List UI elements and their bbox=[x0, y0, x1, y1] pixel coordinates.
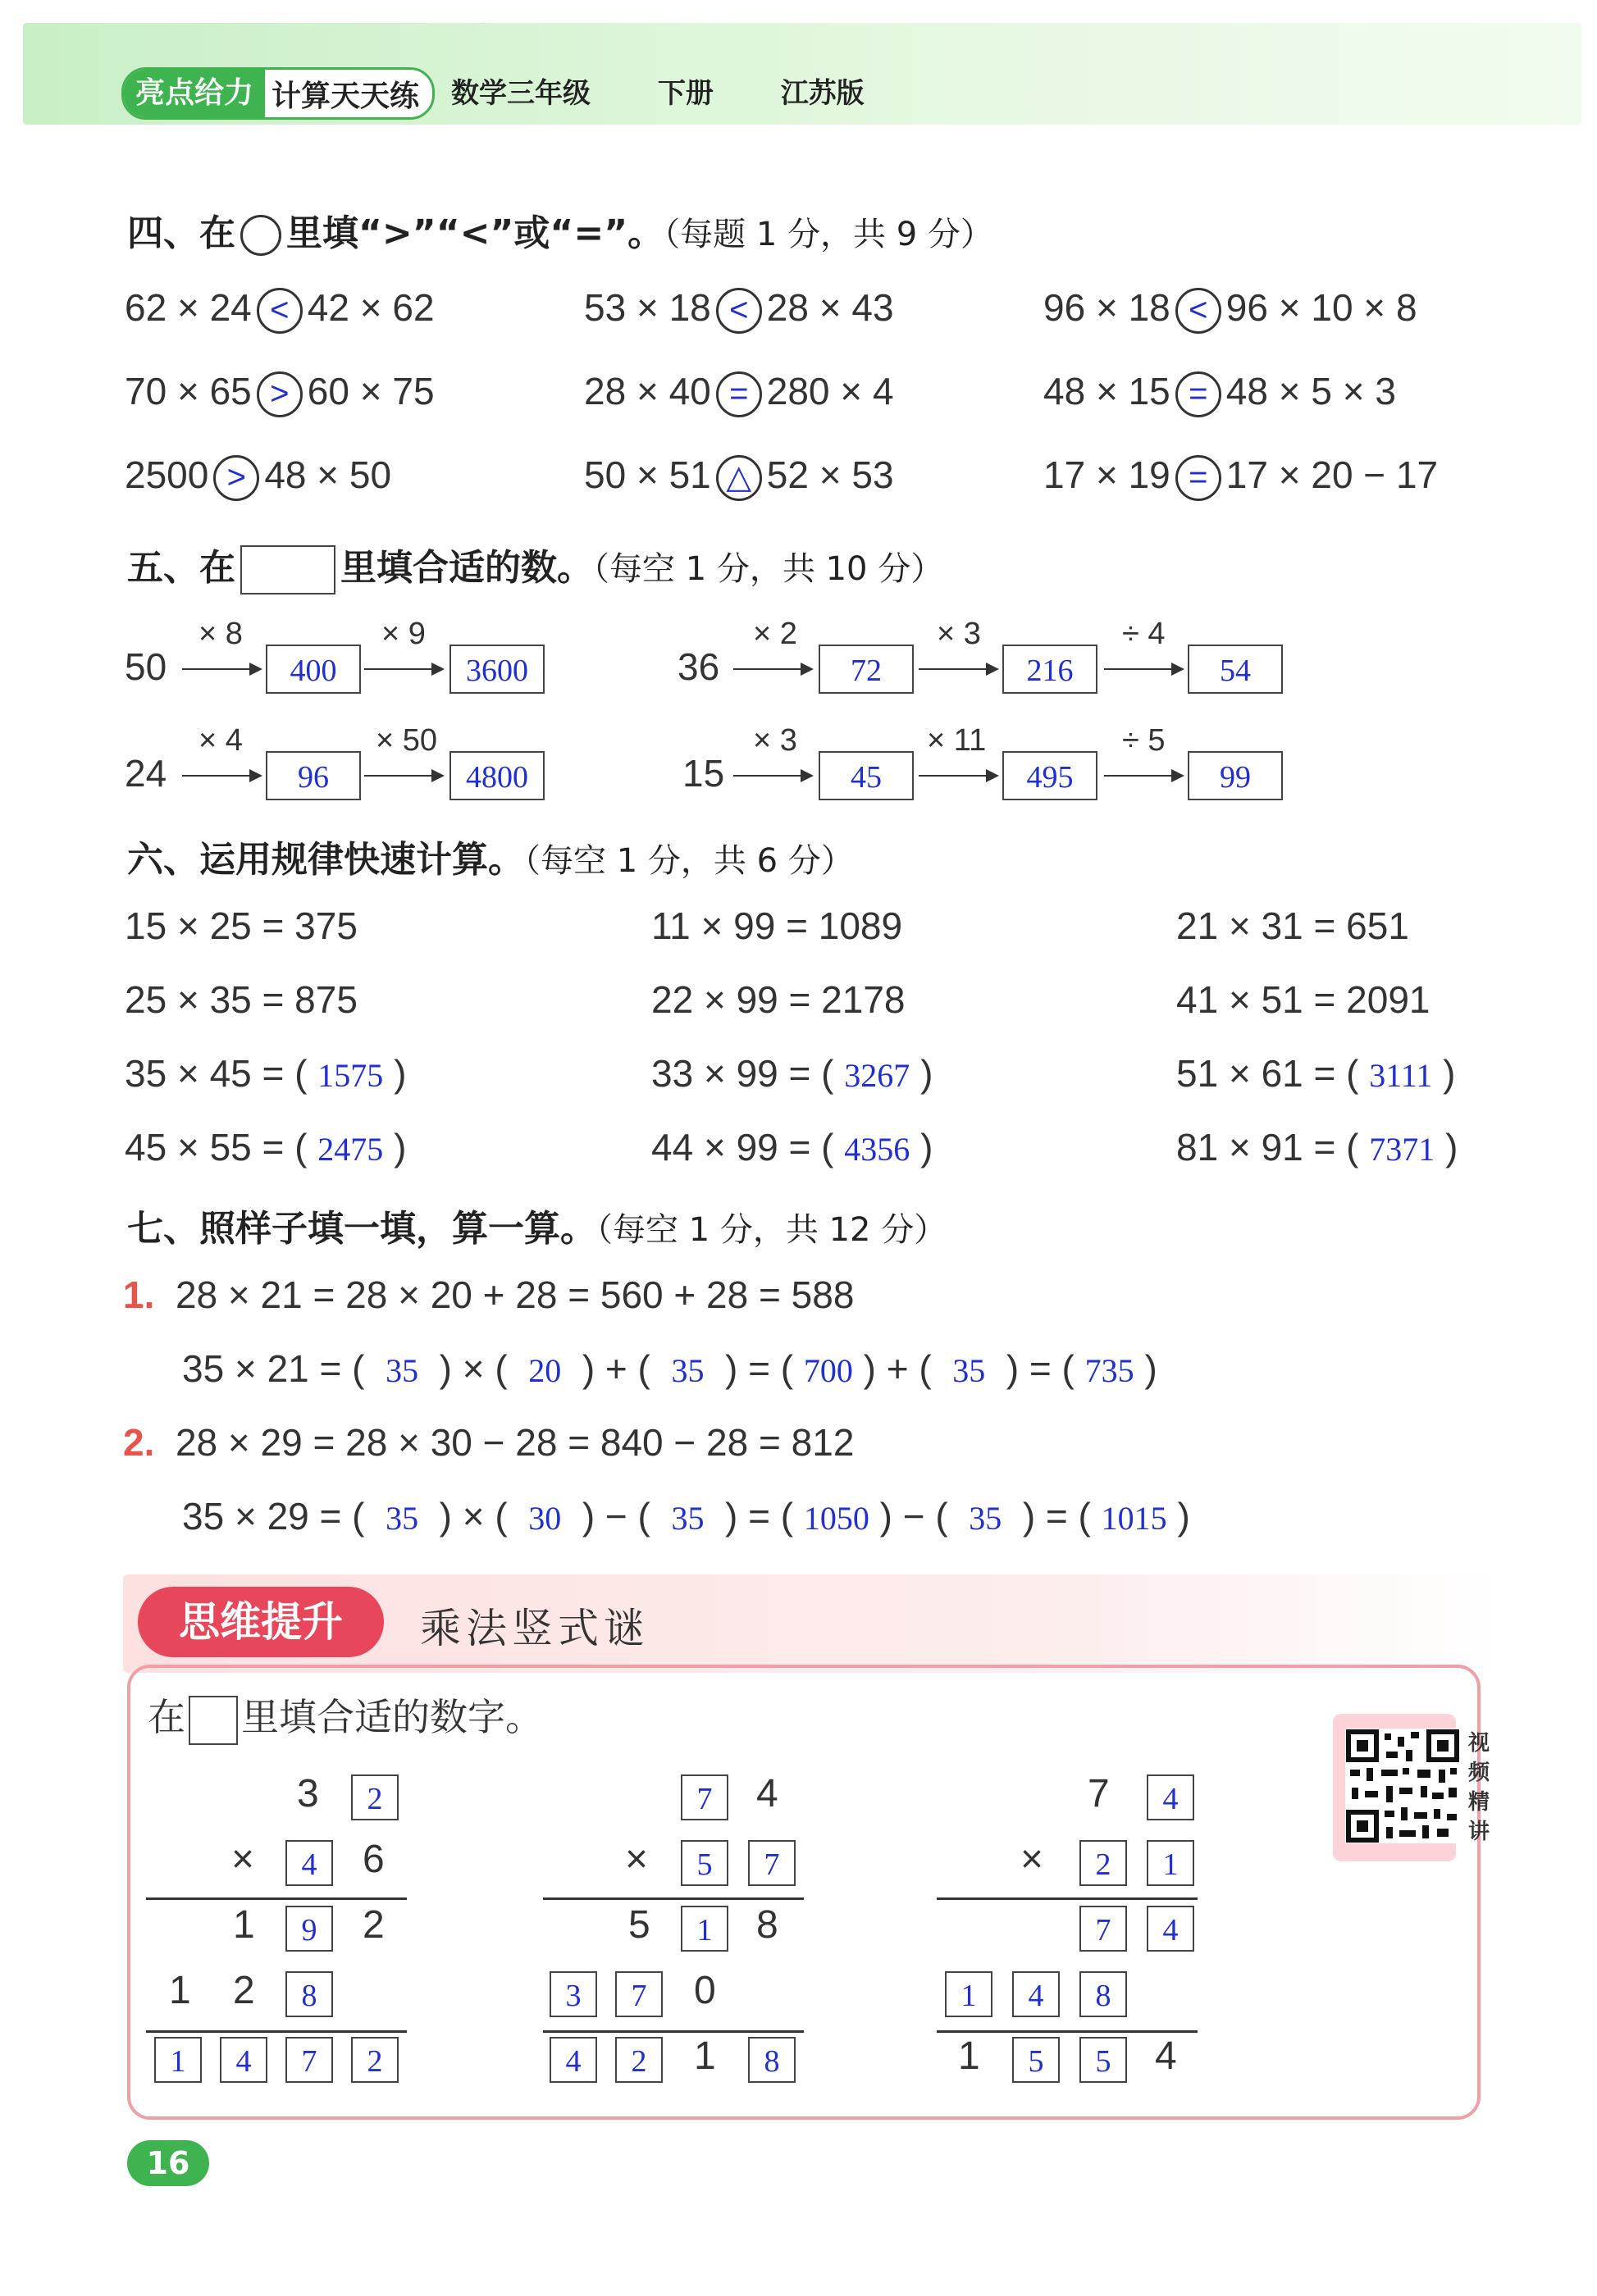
edition-label: 江苏版 bbox=[780, 77, 865, 110]
answer-box[interactable]: 7 bbox=[285, 2037, 333, 2083]
divider bbox=[543, 2030, 804, 2033]
arrow-icon bbox=[1104, 668, 1183, 670]
digit: 2 bbox=[233, 1969, 255, 2012]
arrow-icon bbox=[364, 668, 443, 670]
qr-code-icon[interactable] bbox=[1345, 1729, 1460, 1843]
thinking-tag: 思维提升 bbox=[138, 1587, 384, 1657]
example-1-answer: 35 × 21 = ( 35 ) × ( 20 ) + ( 35 ) = ( 700 ) + ( 35 ) = ( 735 ) bbox=[182, 1347, 1157, 1390]
answer-circle[interactable]: < bbox=[257, 288, 303, 334]
book-info bbox=[451, 71, 897, 111]
answer-box[interactable]: 8 bbox=[1079, 1971, 1127, 2017]
section-7-title: 七、照样子填一填，算一算。（每空 1 分，共 12 分） bbox=[127, 1208, 947, 1250]
answer-box[interactable]: 54 bbox=[1188, 645, 1283, 694]
digit: 1 bbox=[169, 1969, 191, 2012]
chain-operator: × 4 bbox=[198, 723, 243, 758]
volume-label: 下册 bbox=[657, 77, 714, 110]
digit: 5 bbox=[628, 1903, 650, 1947]
section-6-title: 六、运用规律快速计算。（每空 1 分，共 6 分） bbox=[127, 839, 854, 881]
comparison-5: 28 × 40 = 280 × 4 bbox=[584, 369, 894, 417]
pattern-row: 45 × 55 = ( 2475 ) bbox=[125, 1126, 407, 1168]
answer-box[interactable]: 5 bbox=[1012, 2037, 1060, 2083]
answer-value[interactable]: 7371 bbox=[1369, 1131, 1435, 1168]
times-sign: × bbox=[625, 1838, 649, 1881]
thinking-instruction: 在 里填合适的数字。 bbox=[148, 1688, 543, 1745]
chain-operator: × 9 bbox=[381, 617, 426, 651]
chain-operator: × 3 bbox=[937, 617, 981, 651]
answer-box[interactable]: 4 bbox=[550, 2037, 597, 2083]
answer-box[interactable]: 2 bbox=[351, 2037, 399, 2083]
example-2-sample: 2. 28 × 29 = 28 × 30 − 28 = 840 − 28 = 812 bbox=[123, 1421, 855, 1464]
answer-box[interactable]: 72 bbox=[819, 645, 914, 694]
digit: 0 bbox=[694, 1969, 716, 2012]
answer-box[interactable]: 5 bbox=[681, 1840, 728, 1886]
answer-box[interactable]: 1 bbox=[945, 1971, 992, 2017]
arrow-icon bbox=[919, 668, 997, 670]
series-badge bbox=[121, 67, 435, 120]
brand-label: 亮点给力 bbox=[124, 70, 265, 117]
pattern-row: 15 × 25 = 375 bbox=[125, 904, 358, 947]
section-4-title: 四、在 里填“>”“<”或“=”。（每题 1 分，共 9 分） bbox=[127, 212, 993, 254]
pattern-row: 44 × 99 = ( 4356 ) bbox=[651, 1126, 933, 1168]
answer-value[interactable]: 3267 bbox=[844, 1057, 910, 1094]
answer-box[interactable]: 7 bbox=[615, 1971, 663, 2017]
pattern-row: 25 × 35 = 875 bbox=[125, 978, 358, 1021]
box-placeholder-icon bbox=[189, 1696, 238, 1745]
chain-operator: × 11 bbox=[927, 723, 987, 758]
page-number: 16 bbox=[127, 2140, 209, 2186]
answer-box[interactable]: 7 bbox=[748, 1840, 796, 1886]
answer-box[interactable]: 4 bbox=[1147, 1774, 1194, 1820]
arrow-icon bbox=[733, 775, 812, 777]
comparison-7: 2500 > 48 × 50 bbox=[125, 453, 391, 501]
answer-box[interactable]: 8 bbox=[285, 1971, 333, 2017]
answer-box[interactable]: 4 bbox=[285, 1840, 333, 1886]
chain-start: 50 bbox=[125, 645, 167, 688]
digit: 1 bbox=[694, 2034, 716, 2078]
answer-box[interactable]: 1 bbox=[1147, 1840, 1194, 1886]
answer-box[interactable]: 99 bbox=[1188, 751, 1283, 800]
comparison-2: 53 × 18 < 28 × 43 bbox=[584, 285, 894, 334]
answer-box[interactable]: 4 bbox=[1147, 1906, 1194, 1952]
answer-box[interactable]: 400 bbox=[266, 645, 361, 694]
answer-circle[interactable]: = bbox=[716, 371, 762, 417]
section-5-title: 五、在 里填合适的数。（每空 1 分，共 10 分） bbox=[127, 538, 943, 594]
pattern-row: 41 × 51 = 2091 bbox=[1176, 978, 1430, 1021]
pattern-row: 81 × 91 = ( 7371 ) bbox=[1176, 1126, 1458, 1168]
arrow-icon bbox=[919, 775, 997, 777]
arrow-icon bbox=[733, 668, 812, 670]
chain-operator: × 8 bbox=[198, 617, 243, 651]
answer-value[interactable]: 2475 bbox=[317, 1131, 384, 1168]
pattern-row: 11 × 99 = 1089 bbox=[651, 904, 903, 947]
answer-box[interactable]: 2 bbox=[615, 2037, 663, 2083]
pattern-row: 35 × 45 = ( 1575 ) bbox=[125, 1052, 407, 1095]
answer-box[interactable]: 4 bbox=[220, 2037, 267, 2083]
arrow-icon bbox=[182, 668, 261, 670]
digit: 1 bbox=[958, 2034, 980, 2078]
arrow-icon bbox=[1104, 775, 1183, 777]
comparison-8: 50 × 51 △ 52 × 53 bbox=[584, 453, 894, 501]
divider bbox=[543, 1897, 804, 1900]
times-sign: × bbox=[231, 1838, 255, 1881]
answer-circle[interactable]: > bbox=[213, 455, 259, 501]
chain-start: 24 bbox=[125, 752, 167, 795]
chain-operator: × 50 bbox=[376, 723, 438, 758]
answer-circle[interactable]: △ bbox=[716, 455, 762, 501]
digit: 8 bbox=[756, 1903, 778, 1947]
answer-circle[interactable]: = bbox=[1175, 455, 1221, 501]
divider bbox=[937, 2030, 1198, 2033]
answer-box[interactable]: 1 bbox=[681, 1906, 728, 1952]
answer-box[interactable]: 2 bbox=[1079, 1840, 1127, 1886]
comparison-9: 17 × 19 = 17 × 20 − 17 bbox=[1043, 453, 1438, 501]
answer-box[interactable]: 4 bbox=[1012, 1971, 1060, 2017]
comparison-6: 48 × 15 = 48 × 5 × 3 bbox=[1043, 369, 1396, 417]
answer-value[interactable]: 3111 bbox=[1369, 1057, 1433, 1094]
chain-operator: × 3 bbox=[753, 723, 797, 758]
answer-circle[interactable]: < bbox=[1175, 288, 1221, 334]
answer-box[interactable]: 2 bbox=[351, 1774, 399, 1820]
answer-box[interactable]: 216 bbox=[1002, 645, 1097, 694]
comparison-4: 70 × 65 > 60 × 75 bbox=[125, 369, 435, 417]
chain-start: 36 bbox=[678, 645, 720, 688]
series-label: 计算天天练 bbox=[271, 79, 420, 113]
example-2-answer: 35 × 29 = ( 35 ) × ( 30 ) − ( 35 ) = ( 1050 ) − ( 35 ) = ( 1015 ) bbox=[182, 1495, 1190, 1538]
answer-box[interactable]: 1 bbox=[154, 2037, 202, 2083]
answer-circle[interactable]: = bbox=[1175, 371, 1221, 417]
chain-operator: ÷ 5 bbox=[1122, 723, 1166, 758]
pattern-row: 33 × 99 = ( 3267 ) bbox=[651, 1052, 933, 1095]
answer-box[interactable]: 8 bbox=[748, 2037, 796, 2083]
arrow-icon bbox=[364, 775, 443, 777]
answer-box[interactable]: 96 bbox=[266, 751, 361, 800]
digit: 7 bbox=[1088, 1772, 1110, 1815]
divider bbox=[146, 2030, 407, 2033]
digit: 2 bbox=[363, 1903, 385, 1947]
answer-value[interactable]: 1575 bbox=[317, 1057, 384, 1094]
times-sign: × bbox=[1020, 1838, 1044, 1881]
digit: 6 bbox=[363, 1838, 385, 1881]
chain-operator: ÷ 4 bbox=[1122, 617, 1166, 651]
example-1-sample: 1. 28 × 21 = 28 × 20 + 28 = 560 + 28 = 588 bbox=[123, 1273, 855, 1316]
answer-box[interactable]: 495 bbox=[1002, 751, 1097, 800]
digit: 1 bbox=[233, 1903, 255, 1947]
answer-box[interactable]: 5 bbox=[1079, 2037, 1127, 2083]
pattern-row: 21 × 31 = 651 bbox=[1176, 904, 1409, 947]
qr-label: 视频精讲 bbox=[1468, 1731, 1490, 1844]
pattern-row: 22 × 99 = 2178 bbox=[651, 978, 906, 1021]
divider bbox=[146, 1897, 407, 1900]
answer-box[interactable]: 7 bbox=[681, 1774, 728, 1820]
thinking-title: 乘法竖式谜 bbox=[420, 1605, 650, 1652]
digit: 4 bbox=[756, 1772, 778, 1815]
circle-placeholder-icon bbox=[240, 215, 281, 256]
answer-box[interactable]: 4800 bbox=[449, 751, 545, 800]
answer-circle[interactable]: < bbox=[716, 288, 762, 334]
answer-box[interactable]: 7 bbox=[1079, 1906, 1127, 1952]
chain-operator: × 2 bbox=[753, 617, 797, 651]
box-placeholder-icon bbox=[240, 545, 335, 594]
answer-value[interactable]: 4356 bbox=[844, 1131, 910, 1168]
comparison-1: 62 × 24 < 42 × 62 bbox=[125, 285, 435, 334]
answer-circle[interactable]: > bbox=[257, 371, 303, 417]
answer-box[interactable]: 3600 bbox=[449, 645, 545, 694]
comparison-3: 96 × 18 < 96 × 10 × 8 bbox=[1043, 285, 1417, 334]
divider bbox=[937, 1897, 1198, 1900]
chain-start: 15 bbox=[682, 752, 725, 795]
digit: 4 bbox=[1155, 2034, 1177, 2078]
subject-label: 数学三年级 bbox=[451, 77, 591, 110]
digit: 3 bbox=[297, 1772, 319, 1815]
arrow-icon bbox=[182, 775, 261, 777]
pattern-row: 51 × 61 = ( 3111 ) bbox=[1176, 1052, 1456, 1095]
answer-box[interactable]: 9 bbox=[285, 1906, 333, 1952]
answer-box[interactable]: 3 bbox=[550, 1971, 597, 2017]
answer-box[interactable]: 45 bbox=[819, 751, 914, 800]
